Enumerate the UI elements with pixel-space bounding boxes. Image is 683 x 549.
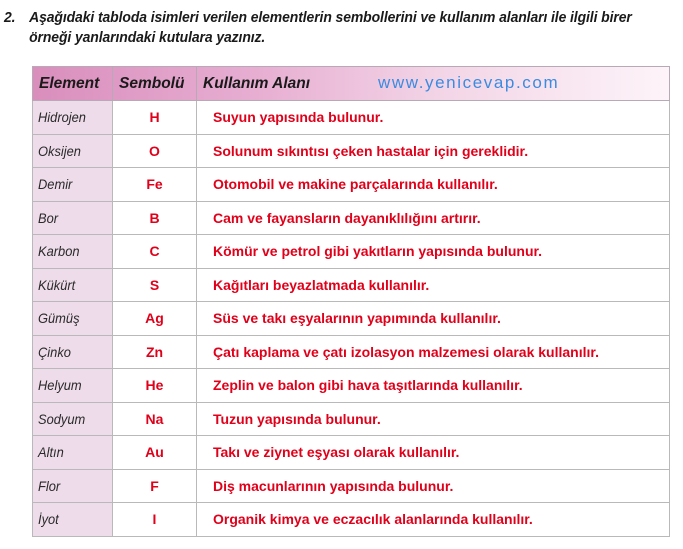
header-symbol: Sembolü (113, 67, 197, 101)
element-name: Kükürt (38, 276, 76, 293)
header-element: Element (33, 67, 113, 101)
element-name-cell (33, 268, 113, 302)
element-name-cell (33, 402, 113, 436)
element-name: Bor (38, 209, 59, 226)
element-symbol: O (113, 134, 197, 168)
table-row (33, 168, 670, 202)
element-name: Altın (38, 444, 64, 461)
element-name-cell (33, 302, 113, 336)
element-usage: Zeplin ve balon gibi hava taşıtlarında kullanılır. (197, 369, 670, 403)
element-name: Helyum (38, 377, 82, 394)
element-name-cell (33, 101, 113, 135)
element-name-cell (33, 134, 113, 168)
header-usage: Kullanım Alanı (197, 67, 670, 101)
question-line-2: örneği yanlarındaki kutulara yazınız. (29, 29, 266, 46)
question-number: 2. (4, 9, 16, 26)
element-symbol: Zn (113, 335, 197, 369)
element-name: Sodyum (38, 410, 86, 427)
element-name-cell (33, 503, 113, 537)
element-name-cell (33, 235, 113, 269)
element-symbol: Au (113, 436, 197, 470)
table-row (33, 503, 670, 537)
element-symbol: Ag (113, 302, 197, 336)
element-usage: Otomobil ve makine parçalarında kullanılır. (197, 168, 670, 202)
element-symbol: C (113, 235, 197, 269)
element-symbol: Na (113, 402, 197, 436)
element-name: Gümüş (38, 310, 80, 327)
table-row (33, 101, 670, 135)
element-symbol: F (113, 469, 197, 503)
element-name: Oksijen (38, 142, 81, 159)
element-name-cell (33, 168, 113, 202)
table-row (33, 335, 670, 369)
element-usage: Kağıtları beyazlatmada kullanılır. (197, 268, 670, 302)
question-instructions (29, 8, 671, 48)
question-line-1: Aşağıdaki tabloda isimleri verilen elementlerin sembollerini ve kullanım alanları ile ilgili birer (29, 9, 632, 26)
table-header-row (33, 67, 670, 101)
element-name: Karbon (38, 243, 80, 260)
table-row (33, 436, 670, 470)
table-row (33, 134, 670, 168)
element-usage: Çatı kaplama ve çatı izolasyon malzemesi olarak kullanılır. (197, 335, 670, 369)
element-name-cell (33, 335, 113, 369)
element-name: Çinko (38, 343, 71, 360)
element-usage: Tuzun yapısında bulunur. (197, 402, 670, 436)
table-row (33, 469, 670, 503)
table-row (33, 268, 670, 302)
element-usage: Suyun yapısında bulunur. (197, 101, 670, 135)
table-row (33, 402, 670, 436)
element-symbol: B (113, 201, 197, 235)
watermark: www.yenicevap.com (378, 73, 560, 92)
element-table (32, 66, 670, 537)
element-symbol: S (113, 268, 197, 302)
element-name-cell (33, 436, 113, 470)
element-symbol: I (113, 503, 197, 537)
table-row (33, 201, 670, 235)
element-name-cell (33, 201, 113, 235)
element-name: İyot (38, 511, 59, 528)
element-usage: Solunum sıkıntısı çeken hastalar için gereklidir. (197, 134, 670, 168)
element-symbol: Fe (113, 168, 197, 202)
element-usage: Organik kimya ve eczacılık alanlarında kullanılır. (197, 503, 670, 537)
element-name-cell (33, 369, 113, 403)
element-usage: Kömür ve petrol gibi yakıtların yapısında bulunur. (197, 235, 670, 269)
table-row (33, 302, 670, 336)
element-symbol: H (113, 101, 197, 135)
element-name: Demir (38, 176, 73, 193)
table-row (33, 235, 670, 269)
element-symbol: He (113, 369, 197, 403)
element-usage: Süs ve takı eşyalarının yapımında kullanılır. (197, 302, 670, 336)
element-name: Hidrojen (38, 109, 86, 126)
element-usage: Cam ve fayansların dayanıklılığını artırır. (197, 201, 670, 235)
element-name: Flor (38, 477, 61, 494)
element-usage: Diş macunlarının yapısında bulunur. (197, 469, 670, 503)
element-usage: Takı ve ziynet eşyası olarak kullanılır. (197, 436, 670, 470)
table-row (33, 369, 670, 403)
element-name-cell (33, 469, 113, 503)
